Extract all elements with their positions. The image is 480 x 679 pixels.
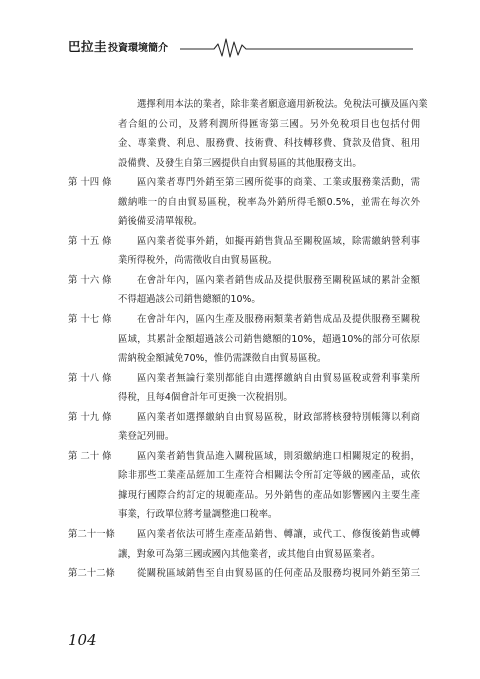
article-16 — [68, 271, 420, 310]
text-line: 不得超過該公司銷售總額的10%。 — [118, 294, 261, 306]
article-text — [118, 310, 420, 369]
text-line: 得稅，且每4個會計年可更換一次稅捐別。 — [118, 392, 293, 404]
text-line: 繳納唯一的自由貿易區稅，稅率為外銷所得毛額0.5%，並需在每次外 — [118, 196, 420, 208]
text-line: 據現行國際合約訂定的規範產品。另外銷售的產品如影響國內主要生產 — [118, 489, 420, 501]
article-label: 第 十七 條 — [68, 314, 112, 326]
article-17 — [68, 310, 420, 369]
text-line: 區內業者如選擇繳納自由貿易區稅，財政部將核發特別帳簿以利商 — [137, 411, 420, 423]
article-18 — [68, 369, 420, 408]
text-line: 區內業者銷售貨品進入關稅區域，則須繳納進口相關規定的稅捐， — [137, 450, 420, 462]
article-text — [118, 271, 420, 310]
article-text — [118, 408, 420, 447]
page-number: 104 — [68, 631, 97, 649]
text-line: 區內業者依法可將生產產品銷售、轉讓，或代工、修復後銷售或轉 — [137, 529, 420, 541]
article-label: 第 二十 條 — [68, 450, 112, 462]
text-line: 金、專業費、利息、服務費、技術費、科技轉移費、貸款及借貸、租用 — [118, 138, 420, 150]
text-line: 設備費、及發生自第三國提供自由貿易區的其他服務支出。 — [118, 157, 362, 169]
text-line: 區域，其累計金額超過該公司銷售總額的10%，超過10%的部分可依原 — [118, 333, 420, 345]
article-label: 第 十四 條 — [68, 177, 112, 189]
running-header — [68, 33, 413, 63]
text-line: 區內業者無論行業別都能自由選擇繳納自由貿易區稅或營利事業所 — [137, 372, 420, 384]
article-22 — [68, 564, 420, 584]
article-20 — [68, 447, 420, 525]
article-14 — [68, 173, 420, 232]
text-line: 讓，對象可為第三國或國內其他業者，或其他自由貿易區業者。 — [118, 548, 381, 560]
article-text — [118, 447, 420, 525]
text-line: 區內業者從事外銷，如擬再銷售貨品至關稅區域，除需繳納營利事 — [137, 235, 420, 247]
text-line: 者合組的公司，及將利潤所得匯寄第三國。另外免稅項目也包括付佣 — [118, 118, 420, 130]
header-title-main: 巴拉圭 — [68, 39, 108, 54]
article-label: 第 十五 條 — [68, 235, 112, 247]
text-line: 選擇利用本法的業者，除非業者願意適用新稅法。免稅法可擴及區內業 — [137, 99, 428, 110]
article-label: 第 十六 條 — [68, 274, 112, 286]
article-text — [118, 173, 420, 232]
article-text — [118, 232, 420, 271]
text-line: 銷後備妥清單報稅。 — [118, 216, 203, 228]
text-line: 在會計年內，區內生產及服務兩類業者銷售成品及提供服務至關稅 — [137, 314, 420, 326]
article-label: 第二十二條 — [68, 568, 115, 580]
article-21 — [68, 525, 420, 564]
article-19 — [68, 408, 420, 447]
paragraph-text — [118, 95, 428, 173]
text-line: 除非那些工業產品經加工生產符合相關法令所訂定等級的國產品，或依 — [118, 470, 420, 482]
article-text — [118, 369, 420, 408]
text-line: 業登記列冊。 — [118, 431, 175, 443]
article-label: 第 十八 條 — [68, 372, 112, 384]
text-line: 業所得稅外，尚需徵收自由貿易區稅。 — [118, 255, 278, 267]
text-line: 事業，行政單位將考量調整進口稅率。 — [118, 509, 278, 521]
document-body — [68, 95, 428, 584]
article-label: 第 十九 條 — [68, 411, 112, 423]
article-text — [118, 564, 420, 584]
text-line: 需納稅金額減免70%，惟仍需課徵自由貿易區稅。 — [118, 353, 327, 365]
text-line: 從關稅區域銷售至自由貿易區的任何產品及服務均視同外銷至第三 — [137, 568, 420, 580]
header-title-subtitle: 投資環境簡介 — [108, 43, 169, 54]
article-15 — [68, 232, 420, 271]
text-line: 在會計年內，區內業者銷售成品及提供服務至關稅區域的累計金額 — [137, 274, 420, 286]
header-title — [68, 37, 168, 55]
paragraph-continuation — [68, 95, 428, 173]
article-text — [118, 525, 420, 564]
article-label: 第二十一條 — [68, 529, 115, 541]
text-line: 區內業者專門外銷至第三國所從事的商業、工業或服務業活動，需 — [137, 177, 420, 189]
